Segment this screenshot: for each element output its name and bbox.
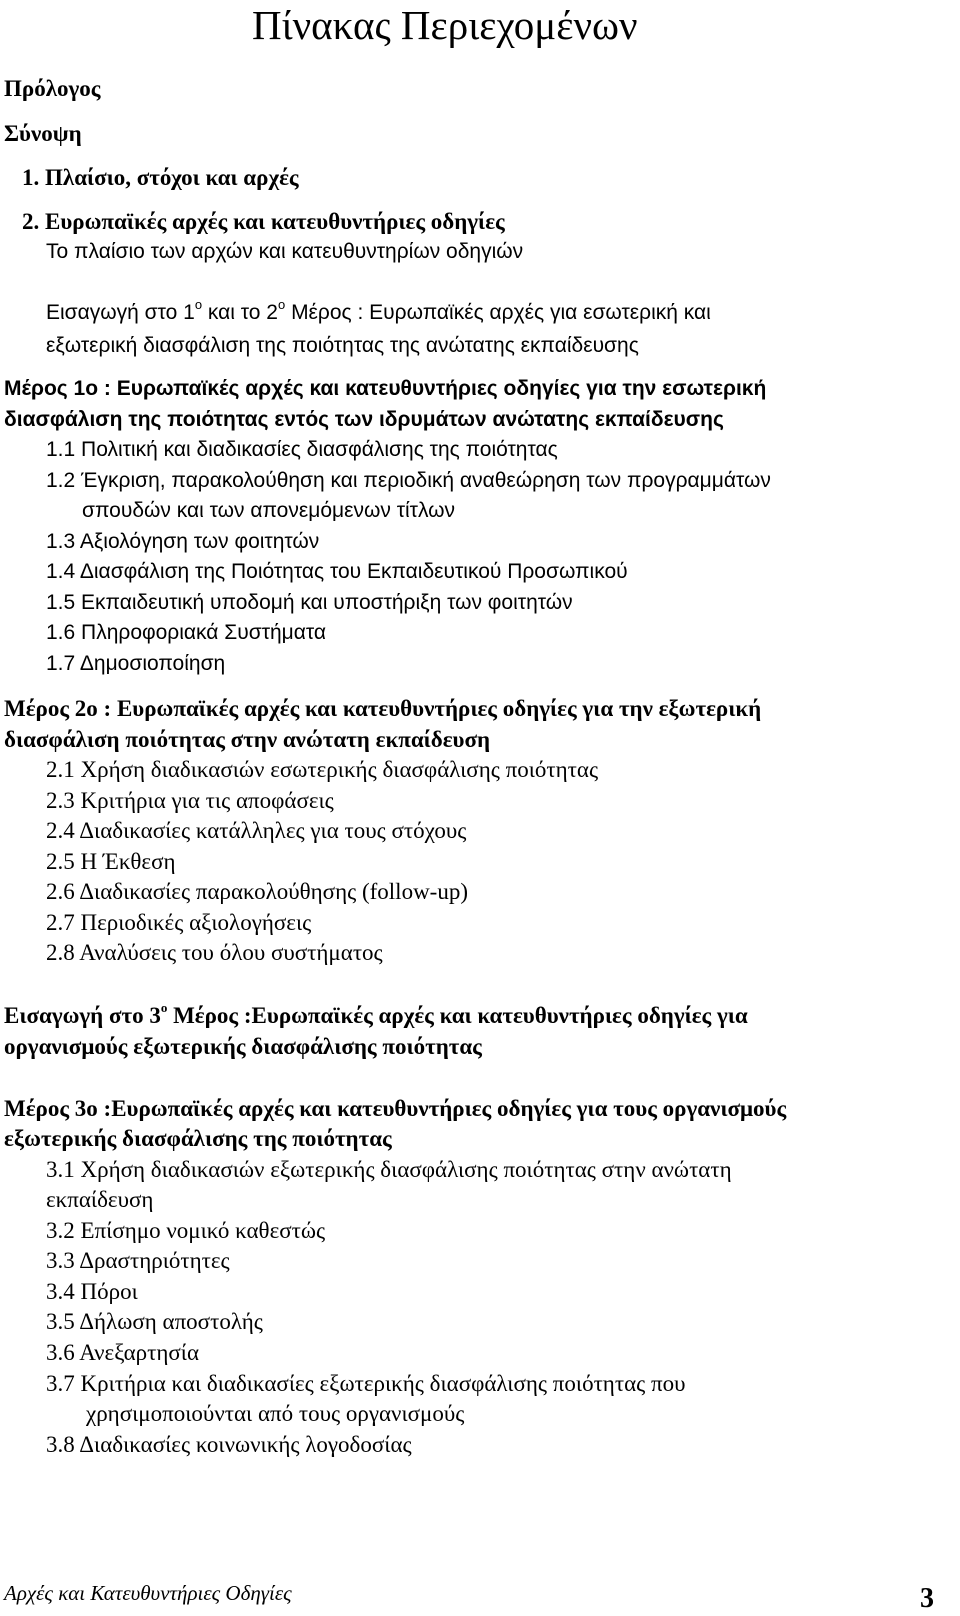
toc-entry-1-2-cont[interactable]: σπουδών και των απονεμόμενων τίτλων [82,499,456,522]
toc-entry-intro-part-3[interactable] [4,1001,748,1031]
intro12-sup1: ο [194,297,203,312]
toc-entry-section-2[interactable]: 2. Ευρωπαϊκές αρχές και κατευθυντήριες οδηγίες [22,209,505,234]
toc-entry-2-3[interactable]: 2.3 Κριτήρια για τις αποφάσεις [46,788,334,813]
part2-heading-line1[interactable]: Μέρος 2ο : Ευρωπαϊκές αρχές και κατευθυντήριες οδηγίες για την εξωτερική [4,696,762,721]
toc-entry-intro-parts-1-2-cont[interactable]: εξωτερική διασφάλιση της ποιότητας της ανώτατης εκπαίδευσης [46,334,639,357]
toc-entry-3-3[interactable]: 3.3 Δραστηριότητες [46,1248,230,1273]
intro3-sup: ο [160,1000,168,1016]
intro12-mid: και το 2 [202,301,278,324]
part3-heading-line2[interactable]: εξωτερικής διασφάλισης της ποιότητας [4,1126,392,1151]
toc-entry-1-4[interactable]: 1.4 Διασφάλιση της Ποιότητας του Εκπαιδευτικού Προσωπικού [46,560,628,583]
intro12-post: Μέρος : Ευρωπαϊκές αρχές για εσωτερική και [285,301,711,324]
toc-entry-prologue[interactable]: Πρόλογος [4,76,101,101]
part1-heading-line2[interactable]: διασφάλιση της ποιότητας εντός των ιδρυμάτων ανώτατης εκπαίδευσης [4,408,724,431]
toc-entry-section-1[interactable]: 1. Πλαίσιο, στόχοι και αρχές [22,165,299,190]
toc-entry-2-4[interactable]: 2.4 Διαδικασίες κατάλληλες για τους στόχους [46,818,467,843]
page-number: 3 [920,1583,934,1614]
intro3-post: Μέρος :Ευρωπαϊκές αρχές και κατευθυντήριες οδηγίες για [167,1003,748,1028]
intro12-sup2: ο [278,297,286,312]
toc-entry-3-5[interactable]: 3.5 Δήλωση αποστολής [46,1309,263,1334]
toc-entry-1-3[interactable]: 1.3 Αξιολόγηση των φοιτητών [46,530,320,553]
toc-entry-2-1[interactable]: 2.1 Χρήση διαδικασιών εσωτερικής διασφάλισης ποιότητας [46,757,599,782]
toc-entry-intro-part-3-cont[interactable]: οργανισμούς εξωτερικής διασφάλισης ποιότητας [4,1034,482,1059]
toc-entry-2-7[interactable]: 2.7 Περιοδικές αξιολογήσεις [46,910,312,935]
toc-entry-3-8[interactable]: 3.8 Διαδικασίες κοινωνικής λογοδοσίας [46,1432,412,1457]
toc-entry-3-7[interactable]: 3.7 Κριτήρια και διαδικασίες εξωτερικής διασφάλισης ποιότητας που [46,1371,686,1396]
footer-title: Αρχές και Κατευθυντήριες Οδηγίες [4,1581,292,1605]
toc-entry-3-1-cont[interactable]: εκπαίδευση [46,1187,154,1212]
toc-entry-1-2[interactable]: 1.2 Έγκριση, παρακολούθηση και περιοδική αναθεώρηση των προγραμμάτων [46,469,771,492]
toc-entry-3-7-cont[interactable]: χρησιμοποιούνται από τους οργανισμούς [86,1401,465,1426]
toc-entry-summary[interactable]: Σύνοψη [4,121,82,146]
toc-entry-2-5[interactable]: 2.5 Η Έκθεση [46,849,176,874]
toc-entry-section-2-sub[interactable]: Το πλαίσιο των αρχών και κατευθυντηρίων οδηγιών [46,240,524,263]
part1-heading-text1: Μέρος 1ο : Ευρωπαϊκές αρχές και κατευθυντήριες οδηγίες για την εσωτερική [4,377,767,400]
toc-entry-1-7[interactable]: 1.7 Δημοσιοποίηση [46,652,226,675]
toc-entry-1-5[interactable]: 1.5 Εκπαιδευτική υποδομή και υποστήριξη των φοιτητών [46,591,573,614]
toc-entry-3-4[interactable]: 3.4 Πόροι [46,1279,138,1304]
toc-entry-3-1[interactable]: 3.1 Χρήση διαδικασιών εξωτερικής διασφάλισης ποιότητας στην ανώτατη [46,1157,732,1182]
part1-heading-line1[interactable] [4,374,766,404]
toc-entry-3-2[interactable]: 3.2 Επίσημο νομικό καθεστώς [46,1218,326,1243]
toc-entry-3-6[interactable]: 3.6 Ανεξαρτησία [46,1340,200,1365]
page-title: Πίνακας Περιεχομένων [252,2,638,48]
toc-entry-1-6[interactable]: 1.6 Πληροφοριακά Συστήματα [46,621,327,644]
toc-entry-intro-parts-1-2[interactable] [46,298,711,328]
intro3-pre: Εισαγωγή στο 3 [4,1003,161,1028]
toc-entry-2-8[interactable]: 2.8 Αναλύσεις του όλου συστήματος [46,940,383,965]
toc-entry-1-1[interactable]: 1.1 Πολιτική και διαδικασίες διασφάλισης της ποιότητας [46,438,558,461]
part2-heading-line2[interactable]: διασφάλιση ποιότητας στην ανώτατη εκπαίδευση [4,727,491,752]
intro12-pre: Εισαγωγή στο 1 [46,301,195,324]
part3-heading-line1[interactable]: Μέρος 3ο :Ευρωπαϊκές αρχές και κατευθυντήριες οδηγίες για τους οργανισμούς [4,1096,787,1121]
toc-entry-2-6[interactable]: 2.6 Διαδικασίες παρακολούθησης (follow-up) [46,879,468,904]
